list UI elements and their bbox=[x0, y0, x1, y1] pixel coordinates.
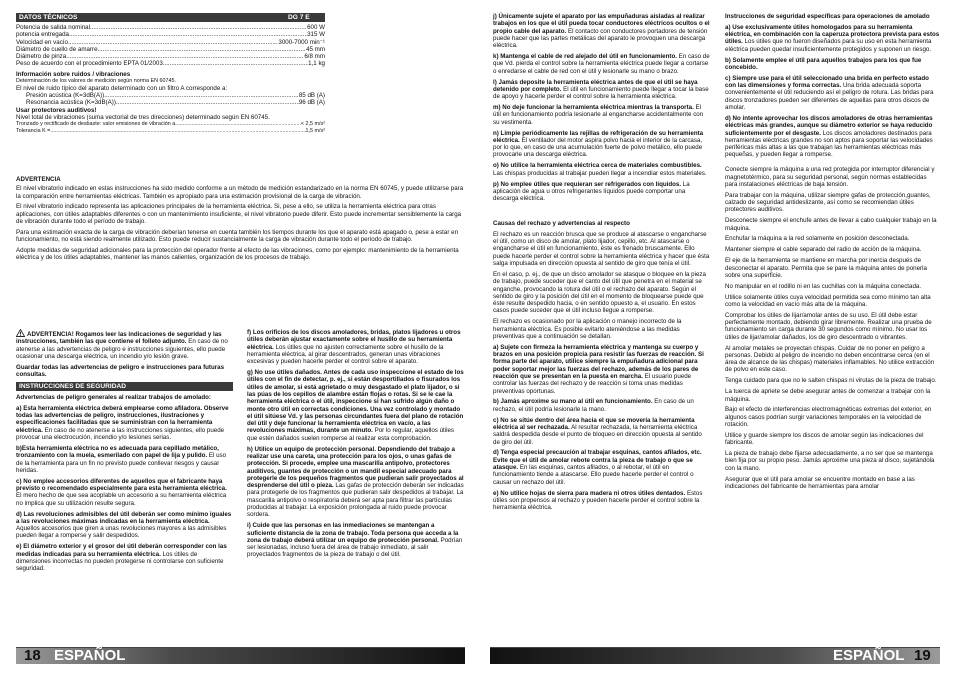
safety-item: f) Los orificios de los discos amoladores, bridas, platos lijadores u otros útiles deberán ajustar exactamente sobre el husillo de su herramienta eléctrica. Los útiles que no ajusten correctamente sobre el husillo de la herramienta eléctrica, al girar descentrados, generan unas vibraciones excesivas y pueden hacerle perder el control sobre el aparato. bbox=[247, 329, 461, 366]
kickback-paragraph: El rechazo es un reacción brusca que se produce al atascarse o engancharse el útil, como un disco de amolar, plato lijador, cepillo, etc. Al atascarse o engancharse el útil en funcionamiento, éste es frenado bruscamente. Ello puede hacerle perder el control sobre la herramienta eléctrica y hacer que ésta salga impulsada en dirección opuesta al sentido de giro que tenía el útil. bbox=[493, 230, 710, 268]
safety-item: g) No use útiles dañados. Antes de cada uso inspeccione el estado de los útiles con el fin de detectar, p. ej., si están desportillados o fisurados los útiles de amolar, si está agrietado o muy desgastado el plato lijador, o si las púas de los cepillos de alambre están flojas o rotas. Si se le cae la herramienta eléctrica o el útil, inspeccione si han sufrido algún daño o monte otro útil en correctas condiciones. Una vez controlado y montado el útil sitúese Vd. y las personas circundantes fuera del plano de rotación del útil y deje funcionar la herramienta eléctrica en vacío, a las revoluciones máximas, durante un minuto. Por lo regular, aquellos útiles que estén dañados suelen romperse al realizar esta comprobación. bbox=[247, 369, 464, 442]
page-number: 19 bbox=[914, 647, 931, 664]
leader-dots bbox=[68, 39, 278, 46]
advertencia-paragraph: El nivel vibratorio indicado representa las aplicaciones principales de la herramienta eléctrica. Si, pese a ello, se utiliza la herramienta eléctrica para otras aplicaciones, con útiles adaptables diferentes o con un mantenimiento insuficiente, el nivel vibratorio puede diferir. Esto puede incrementar sensiblemente la carga de vibración durante todo el período de trabajo. bbox=[16, 203, 462, 226]
safety-paragraph: Enchufar la máquina a la red solamente en posición desconectada. bbox=[725, 235, 910, 243]
spec-value: 45 mm bbox=[306, 45, 325, 53]
spec-row bbox=[16, 60, 325, 67]
kickback-item: b) Jamás aproxime su mano al útil en funcionamiento. En caso de un rechazo, el útil podría lesionarle la mano. bbox=[493, 398, 694, 413]
safety-paragraph: Conecte siempre la máquina a una red protegida por interruptor diferencial y magnetotérmico, para su seguridad personal, según normas establecidas para instalaciones eléctricas de baja tensión. bbox=[725, 166, 935, 188]
safety-paragraph: Al amolar metales se proyectan chispas. Cuidar de no poner en peligro a personas. Debido al peligro de incendio no deben encontrarse cerca (en el área de alcance de las chispas) materiales inflamables. No utilice extracción de polvo en este caso. bbox=[725, 344, 935, 374]
spec-label: Tolerancia K = bbox=[16, 128, 51, 135]
safety-item: b)Esta herramienta eléctrica no es adecuada para cepillado metálico, tronzamiento con la muela, esmerilado con papel de lija y pulido. El uso de la herramienta para un fin no previsto puede conllevar riesgos y causar heridas. bbox=[16, 444, 227, 474]
language-label: ESPAÑOL bbox=[54, 647, 126, 664]
spec-value: 1,5 m/s² bbox=[305, 128, 325, 135]
grinding-item: b) Solamente emplee el útil para aquellos trabajos para los que fue concebido. bbox=[725, 56, 922, 71]
spec-label: Velocidad en vacío bbox=[16, 38, 68, 46]
spec-label: Potencia de salida nominal bbox=[16, 24, 90, 31]
leader-dots bbox=[163, 60, 308, 67]
specific-title: Instrucciones de seguridad específicas para operaciones de amolado bbox=[725, 13, 930, 20]
spec-value: 85 dB (A) bbox=[298, 91, 325, 99]
spec-value: 96 dB (A) bbox=[298, 99, 325, 107]
kickback-item: c) No se sitúe dentro del área hacia el que se movería la herramienta eléctrica al ser rechazada. Al resultar rechazada, la herramienta eléctrica saldrá despedida desde el punto de bloqueo en dirección opuesta al sentido de giro del útil. bbox=[493, 416, 702, 446]
leader-dots bbox=[69, 31, 307, 38]
noise-table bbox=[16, 92, 325, 107]
spec-value: < 2,5 m/s² bbox=[300, 121, 325, 128]
advertencia-paragraph: Para una estimación exacta de la carga de vibración deberían tenerse en cuenta también los tiempos durante los que el aparato está apagado o, pese a estar en funcionamiento, no está siendo realmente utilizado. Esto puede reducir sustancialmente la carga de vibración durante todo el período de trabajo. bbox=[16, 228, 459, 244]
leader-dots bbox=[175, 121, 301, 128]
technical-data-header bbox=[16, 13, 325, 22]
safety-paragraph: Para trabajar con la máquina, utilizar siempre gafas de protección,guantes, calzado de seguridad antideslizante, así como se recomiendan útiles protectores auditivos. bbox=[725, 191, 931, 214]
spec-value: 1,1 kg bbox=[308, 60, 325, 68]
kickback-item: e) No utilice hojas de sierra para madera ni otros útiles dentados. Estos útiles son propensos al rechazo y pueden hacerle perder el control sobre la herramienta eléctrica. bbox=[493, 489, 703, 512]
left-column-b bbox=[247, 329, 464, 562]
right-column-d bbox=[725, 13, 940, 494]
safety-paragraph: La tuerca de apriete se debe asegurar antes de comenzar a trabajar con la máquina. bbox=[725, 388, 931, 403]
col-b-items bbox=[247, 329, 464, 559]
advertencia-paragraph: Adopte medidas de seguridad adicionales para la protección del operador frente al efecto de las vibraciones, como por ejemplo: mantenimiento de la herramienta eléctrica y de los útiles adaptables, mantener las manos calientes, organización de los procesos de trabajo. bbox=[16, 247, 459, 262]
noise-note: El nivel de ruido típico del aparato determinado con un filtro A corresponde a: bbox=[16, 84, 228, 92]
left-footer bbox=[16, 648, 465, 664]
warning-keep: Guardar todas las advertencias de peligro e instrucciones para futuras consultas. bbox=[16, 363, 225, 379]
spec-value: 3000-7000 min⁻¹ bbox=[278, 38, 325, 46]
safety-paragraph: Utilice y guarde siempre los discos de amolar según las indicaciones del fabricante. bbox=[725, 431, 924, 447]
kickback-items bbox=[493, 344, 710, 512]
spec-label: potencia entregada bbox=[16, 31, 69, 39]
grinding-item: c) Siempre use para el útil seleccionado una brida en perfecto estado con las dimensiones y forma correctas. Una brida adecuada soporta convenientemente el útil reduciendo así el peligro de rotura. Las bridas para discos tronzadores pueden ser diferentes de aquellas para otros discos de amolar. bbox=[725, 74, 934, 112]
spec-label: Diámetro de pinza bbox=[16, 53, 67, 61]
spec-label: Tronzado y rectificado de desbaste: valor emisiones de vibración a bbox=[16, 121, 176, 128]
safety-item: a) Esta herramienta eléctrica deberá emplearse como afiladora. Observe todas las advertencias de peligro, instrucciones, ilustraciones y especificaciones facilitadas que se suministran con la herramienta eléctrica. En caso de no atenerse a las instrucciones siguientes, ello puede provocar una electrocución, incendio y/o lesiones serias. bbox=[16, 404, 229, 442]
noise-title: Información sobre ruidos / vibraciones bbox=[16, 70, 131, 78]
spec-value: 6/8 mm bbox=[304, 53, 325, 61]
safety-item: p) No emplee útiles que requieran ser refrigerados con líquidos. La aplicación de agua u otros refrigerantes líquidos puede comportar una descarga eléctrica. bbox=[493, 180, 690, 203]
safety-item: j) Únicamente sujete el aparato por las empuñaduras aisladas al realizar trabajos en los que el útil pueda tocar conductores eléctricos ocultos o el propio cable del aparato. El contacto con conductores portadores de tensión puede hacer que las partes metálicas del aparato le provoquen una descarga eléctrica. bbox=[493, 13, 710, 50]
col-d-paragraphs bbox=[725, 166, 940, 490]
safety-paragraph: Desconecte siempre el enchufe antes de llevar a cabo cualquier trabajo en la máquina. bbox=[725, 217, 937, 232]
kickback-title: Causas del rechazo y advertencias al respecto bbox=[493, 219, 630, 227]
safety-paragraph: Asegurar que el útil para amolar se encuentre montado en base a las indicaciones del fabricante de herramientas para amolar bbox=[725, 475, 915, 490]
technical-data-title: DATOS TÉCNICOS bbox=[19, 14, 78, 21]
safety-paragraph: Comprobar los útiles de lijar/amolar antes de su uso. El útil debe estar perfectamente montado, debiendo girar libremente. Realizar una prueba de funcionamiento sin carga durante 30 segundos como mínimo. No usar los útiles de lijar/amolar dañados, los de giro descentrado o vibrantes. bbox=[725, 311, 932, 341]
col-a-items bbox=[16, 405, 233, 573]
leader-dots bbox=[50, 128, 305, 135]
spec-row bbox=[16, 53, 325, 60]
safety-item: m) No deje funcionar la herramienta eléctrica mientras la transporta. El útil en funcionamiento podría lesionarle al engancharse accidentalmente con su vestimenta. bbox=[493, 104, 704, 126]
spec-label: Presión acústica (K=3dB(A)) bbox=[26, 91, 105, 99]
spec-row bbox=[16, 121, 325, 128]
spec-row bbox=[16, 39, 325, 46]
spec-value: 315 W bbox=[307, 31, 325, 39]
safety-item: h) Utilice un equipo de protección personal. Dependiendo del trabajo a realizar use una careta, una protección para los ojos, o unas gafas de protección. Si procede, emplee una mascarilla antipolvo, protectores auditivos, guantes de protección o un mandil especial adecuado para protegerle de los pequeños fragmentos que pudieran salir proyectados al desprenderse del útil o pieza. Las gafas de protección deberán ser indicadas para protegerle de los fragmentos que pudieran salir despedidos al trabajar. La mascarilla antipolvo o respiratoria deberá ser apta para filtrar las partículas producidas al trabajar. La exposición prolongada al ruido puede provocar sordera. bbox=[247, 445, 464, 519]
spec-row bbox=[16, 31, 325, 38]
advertencia-paragraphs bbox=[16, 185, 464, 261]
safety-item: k) Mantenga el cable de red alejado del útil en funcionamiento. En caso de que Vd. pierda el control sobre la herramienta eléctrica puede llegar a cortarse o enredarse el cable de red con el útil y lesionarle su mano o brazo. bbox=[493, 53, 710, 75]
warning-block: ADVERTENCIA! Rogamos leer las indicaciones de seguridad y las instrucciones, también las que contiene el folleto adjunto. En caso de no atenerse a las advertencias de peligro e instrucciones siguientes, ello puede ocasionar una descarga eléctrica, un incendio y/o lesión grave. bbox=[16, 331, 228, 360]
safety-paragraph: El eje de la herramienta se mantiene en marcha por inercia después de desconectar el aparato. Permita que se pare la máquina antes de ponerla sobre una superficie. bbox=[725, 257, 927, 279]
safety-item: d) Las revoluciones admisibles del útil deberán ser como mínimo iguales a las revoluciones máximas indicadas en la herramienta eléctrica. Aquellos accesorios que giren a unas revoluciones mayores a las admisibles pueden llegar a romperse y salir despedidos. bbox=[16, 510, 232, 540]
safety-instructions-header bbox=[16, 382, 233, 391]
leader-dots bbox=[104, 92, 299, 99]
spec-label: Diámetro de cuello de amarre bbox=[16, 45, 98, 53]
grinding-item: a) Use exclusivamente útiles homologados para su herramienta eléctrica, en combinación con la caperuza protectora prevista para estos útiles. Los útiles que no fueron diseñados para su uso en esta herramienta eléctrica pueden quedar insuficientemente protegidos y suponen un riesgo. bbox=[725, 23, 940, 53]
noise-intro: Determinación de los valores de medición según norma EN 60745. bbox=[16, 78, 177, 85]
advertencia-section bbox=[16, 176, 464, 265]
safety-item: n) Limpie periódicamente las rejillas de refrigeración de su herramienta eléctrica. El ventilador del motor aspira polvo hacia el interior de la carcasa, por lo que, en caso de una acumulación fuerte de polvo metálico, ello puede provocarle una descarga eléctrica. bbox=[493, 129, 704, 159]
advertencia-title: ADVERTENCIA bbox=[16, 176, 61, 183]
right-footer bbox=[490, 648, 940, 664]
ear-protection-note: Usar protectores auditivos! bbox=[16, 106, 97, 114]
warning-triangle-icon bbox=[16, 329, 25, 337]
spec-label: Resonancia acústica (K=3dB(A)) bbox=[26, 99, 116, 107]
technical-data-section bbox=[16, 13, 325, 136]
safety-item: l) Jamás deposite la herramienta eléctrica antes de que el útil se haya detenido por completo. El útil en funcionamiento puede llegar a tocar la base de apoyo y hacerle perder el control sobre la herramienta eléctrica. bbox=[493, 78, 709, 101]
spec-label: Peso de acuerdo con el procedimiento EPTA 01/2003 bbox=[16, 60, 163, 68]
kickback-item: a) Sujete con firmeza la herramienta eléctrica y mantenga su cuerpo y brazos en una posición propicia para resistir las fuerzas de reacción. Si forma parte del aparato, utilice siempre la empuñadura adicional para poder soportar mejor las fuerzas del rechazo, además de los pares de reacción que se presentan en la puesta en marcha. El usuario puede controlar las fuerzas del rechazo y de reacción si toma unas medidas preventivas oportunas. bbox=[493, 343, 704, 395]
leader-dots bbox=[98, 46, 307, 53]
right-page bbox=[477, 0, 954, 677]
kickback-paragraph: En el caso, p. ej., de que un disco amolador se atasque o bloquee en la pieza de trabajo, puede suceder que el canto del útil que penetra en el material se enganche, provocando la rotura del útil o el rechazo del aparato. Según el sentido de giro y la posición del útil en el momento de bloquearse puede que éste resulte despedido hacia, o en sentido opuesto a, el usuario. En estos casos puede suceder que el útil incluso llegue a romperse. bbox=[493, 270, 706, 315]
safety-paragraph: No manipular en el rodillo ni en las cuchillas con la máquina conectada. bbox=[725, 282, 922, 290]
spec-row bbox=[16, 24, 325, 31]
safety-paragraph: Utilice solamente útiles cuya velocidad permitida sea como mínimo tan alta como la velocidad en vacío más alta de la máquina. bbox=[725, 293, 931, 308]
leader-dots bbox=[90, 24, 307, 31]
page-number: 18 bbox=[24, 647, 41, 664]
safety-instructions-title: INSTRUCCIONES DE SEGURIDAD bbox=[19, 382, 126, 390]
spec-table bbox=[16, 24, 325, 68]
model-name: DG 7 E bbox=[288, 14, 310, 21]
grinding-item: d) No intente aprovechar los discos amoladores de otras herramientas eléctricas más grandes, aunque su diámetro exterior se haya reducido suficientemente por el desgaste. Los discos amoladores destinados para herramientas eléctricas grandes no son aptos para soportar las velocidades periféricas más altas a las que trabajan las herramientas eléctricas más pequeñas, y pueden llegar a romperse. bbox=[725, 114, 933, 159]
vibration-table bbox=[16, 121, 325, 136]
safety-item: c) No emplee accesorios diferentes de aquellos que el fabricante haya previsto o recomendado especialmente para esta herramienta eléctrica. El mero hecho de que sea acoplable un accesorio a su herramienta eléctrica no implica que su utilización resulte segura. bbox=[16, 477, 227, 507]
leader-dots bbox=[116, 99, 299, 106]
spec-row bbox=[16, 128, 325, 135]
spec-row bbox=[26, 92, 325, 99]
safety-paragraph: Mantener siempre el cable separado del radio de acción de la máquina. bbox=[725, 246, 922, 254]
spec-row bbox=[16, 46, 325, 53]
advertencia-paragraph: El nivel vibratorio indicado en estas instrucciones ha sido medido conforme a un método de medición estandarizado en la norma EN 60745, y puede utilizarse para la comparación entre herramientas eléctricas. También es apropiado para una estimación provisional de la carga de vibración. bbox=[16, 185, 464, 200]
spec-value: 600 W bbox=[307, 24, 325, 31]
right-column-c bbox=[493, 13, 710, 515]
kickback-item: d) Tenga especial precaución al trabajar esquinas, cantos afilados, etc. Evite que el útil de amolar rebote contra la pieza de trabajo o que se atasque. En las esquinas, cantos afilados, o al rebotar, el útil en funcionamiento tiende a atascarse. Ello puede hacerle perder el control o causar un rechazo del útil. bbox=[493, 449, 702, 486]
col-c-items bbox=[493, 13, 710, 202]
kickback-paragraphs bbox=[493, 231, 710, 340]
safety-paragraph: La pieza de trabajo debe fijarse adecuadamente, a no ser que se mantenga bien fija por su propio peso. Jamás aproxime una pieza al disco, sujetándola con la mano. bbox=[725, 450, 935, 472]
spec-row bbox=[26, 99, 325, 106]
safety-paragraph: Bajo el efecto de interferencias electromagnéticas extremas del exterior, en algunos casos podrían surgir variaciones temporales en la velocidad de rotación. bbox=[725, 406, 932, 429]
vibration-note: Nivel total de vibraciones (suma vectorial de tres direcciones) determinado según EN 60745. bbox=[16, 113, 270, 121]
safety-item: o) No utilice la herramienta eléctrica cerca de materiales combustibles. Las chispas producidas al trabajar pueden llegar a incendiar estos materiales. bbox=[493, 162, 707, 177]
safety-paragraph: Tenga cuidado para que no le salten chispas ni virutas de la pieza de trabajo. bbox=[725, 377, 937, 385]
left-column-a bbox=[16, 329, 233, 576]
kickback-paragraph: El rechazo es ocasionado por la aplicación o manejo incorrecto de la herramienta eléctrica. Es posible evitarlo ateniéndose a las medidas preventivas que a continuación se detallan. bbox=[493, 318, 682, 340]
general-warnings-title: Advertencias de peligro generales al realizar trabajos de amolado: bbox=[16, 393, 211, 401]
leader-dots bbox=[66, 53, 304, 60]
safety-item: i) Cuide que las personas en las inmediaciones se mantengan a suficiente distancia de la zona de trabajo. Toda persona que acceda a la zona de trabajo deberá utilizar un equipo de protección personal. Podrían ser lesionadas, incluso fuera del área de trabajo inmediato, al salir proyectados fragmentos de la pieza de trabajo o del útil. bbox=[247, 522, 463, 559]
safety-item: e) El diámetro exterior y el grosor del útil deberán corresponder con las medidas indicadas para su herramienta eléctrica. Los útiles de dimensiones incorrectas no pueden protegerse ni controlarse con suficiente seguridad. bbox=[16, 543, 227, 573]
language-label: ESPAÑOL bbox=[833, 647, 905, 664]
col-d-items bbox=[725, 24, 940, 159]
